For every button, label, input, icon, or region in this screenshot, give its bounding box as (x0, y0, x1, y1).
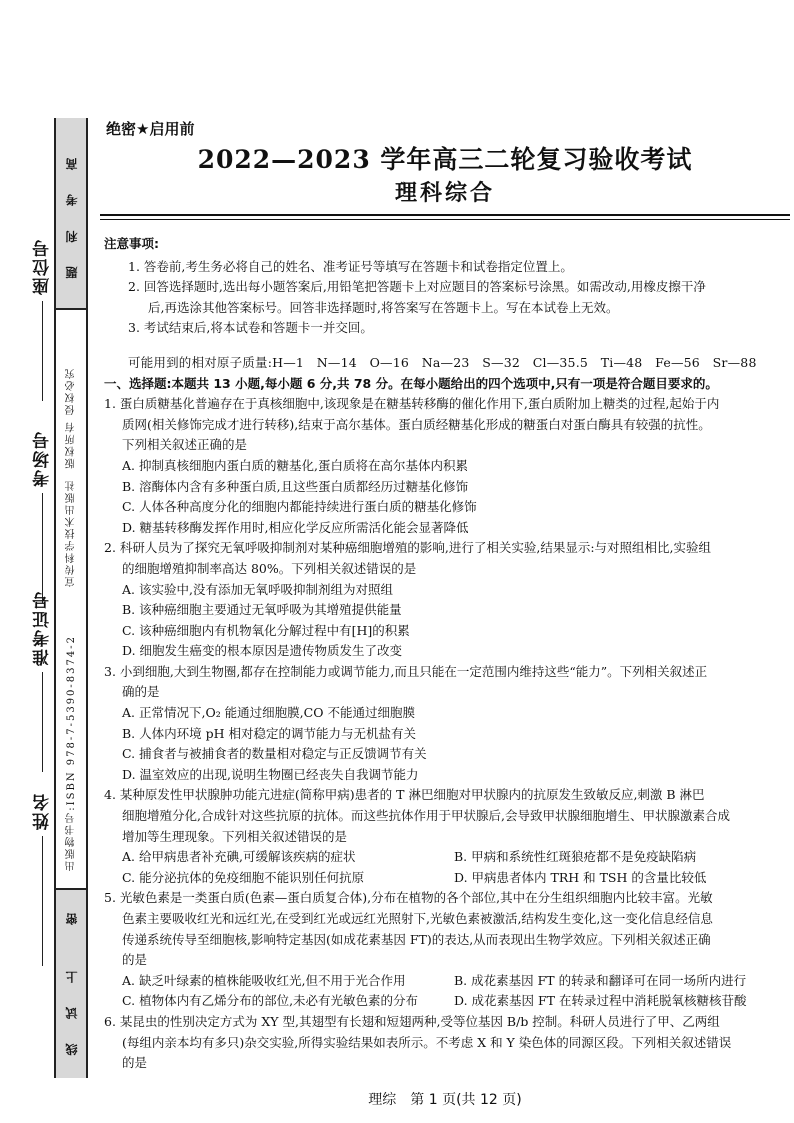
question-stem: 4. 某种原发性甲状腺肿功能亢进症(简称甲病)患者的 T 淋巴细胞对甲状腺内的抗原发生致敏反应,刺激 B 淋巴 (104, 787, 705, 803)
question-stem: 1. 蛋白质糖基化普遍存在于真核细胞中,该现象是在糖基转移酶的催化作用下,蛋白质附加上糖类的过程,起始于内 (104, 396, 720, 412)
option-a: A. 给甲病患者补充碘,可缓解该疾病的症状 (122, 849, 356, 865)
option-row (122, 991, 788, 1012)
strip-publisher-cell (56, 418, 86, 648)
question-stem: 细胞增殖分化,合成针对这些抗原的抗体。而这些抗体作用于甲状腺后,会导致甲状腺细胞增生、甲状腺激素合成 (122, 808, 730, 824)
question-stem: 3. 小到细胞,大到生物圈,都存在控制能力或调节能力,而且只能在一定范围内维持这些“能力”。下列相关叙述正 (104, 663, 708, 679)
question-stem: 传递系统传导至细胞核,影响特定基因(如成花素基因 FT)的表达,从而表现出生物学效应。下列相关叙述正确 (122, 931, 711, 947)
note-item-continued: 后,再选涂其他答案标号。回答非选择题时,将答案写在答题卡上。写在本试卷上无效。 (148, 299, 619, 315)
option-b: B. 成花素基因 FT 的转录和翻译可在同一场所内进行 (454, 972, 747, 988)
strip-isbn-cell (56, 635, 86, 871)
seat-number-field[interactable] (30, 238, 55, 401)
option-b: B. 人体内环境 pH 相对稳定的调节能力与无机盐有关 (122, 725, 416, 741)
option-b: B. 溶酶体内含有多种蛋白质,且这些蛋白质都经历过糖基化修饰 (122, 478, 469, 494)
note-item: 2. 回答选择题时,选出每小题答案后,用铅笔把答题卡上对应题目的答案标号涂黑。如需改动,用橡皮擦干净 (128, 279, 706, 295)
header-rule (100, 219, 790, 220)
atomic-masses: 可能用到的相对原子质量:H—1 N—14 O—16 Na—23 S—32 Cl—35.5 Ti—48 Fe—56 Sr—88 (128, 354, 757, 370)
question-4 (104, 785, 788, 888)
question-5 (104, 888, 788, 1012)
question-stem: 确的是 (122, 684, 160, 700)
question-stem: (每组内亲本均有多只)杂交实验,所得实验结果如表所示。不考虑 X 和 Y 染色体的同源区段。下列相关叙述错误 (122, 1034, 732, 1050)
section-heading: 一、选择题:本题共 13 小题,每小题 6 分,共 78 分。在每小题给出的四个选项中,只有一项是符合题目要求的。 (104, 375, 718, 391)
ticket-number-line (42, 672, 43, 772)
question-stem: 下列相关叙述正确的是 (122, 437, 248, 453)
option-d: D. 细胞发生癌变的根本原因是遗传物质发生了改变 (122, 643, 403, 659)
strip-bottom-text: 线 试 上 (64, 960, 79, 1056)
name-label: 姓名 (33, 792, 53, 830)
strip-side-note: 版权所有 侵权必究 (65, 367, 77, 469)
option-d: D. 温室效应的出现,说明生物圈已经丧失自我调节能力 (122, 766, 419, 782)
question-stem: 色素主要吸收红光和远红光,在受到红光或远红光照射下,光敏色素被激活,结构发生变化,这一变化信息经信息 (122, 911, 713, 926)
option-a: A. 正常情况下,O₂ 能通过细胞膜,CO 不能通过细胞膜 (122, 705, 415, 721)
option-c: C. 植物体内有乙烯分布的部位,未必有光敏色素的分布 (122, 993, 419, 1009)
question-6 (104, 1012, 788, 1074)
strip-publisher: 宣传科学技术出版社 (65, 479, 77, 587)
exam-subject: 理科综合 (394, 180, 495, 206)
exam-content (104, 232, 788, 1074)
option-c: C. 人体各种高度分化的细胞内都能持续进行蛋白质的糖基化修饰 (122, 499, 477, 515)
option-b: B. 甲病和系统性红斑狼疮都不是免疫缺陷病 (454, 849, 697, 865)
option-a: A. 缺乏叶绿素的植株能吸收红光,但不用于光合作用 (122, 972, 406, 988)
notes-title: 注意事项: (104, 236, 159, 251)
option-a: A. 该实验中,没有添加无氧呼吸抑制剂组为对照组 (122, 581, 393, 597)
strip-divider (54, 308, 88, 310)
strip-isbn: 出版物书号:ISBN 978-7-5390-8374-2 (65, 635, 77, 871)
strip-top-cell (56, 118, 86, 308)
seat-number-line (42, 301, 43, 401)
option-b: B. 该种癌细胞主要通过无氧呼吸为其增殖提供能量 (122, 602, 402, 618)
option-a: A. 抑制真核细胞内蛋白质的糖基化,蛋白质将在高尔基体内积累 (122, 457, 468, 473)
option-d: D. 成花素基因 FT 在转录过程中消耗脱氧核糖核苷酸 (454, 993, 747, 1009)
question-stem: 的是 (122, 952, 148, 968)
strip-bottom-cell (56, 938, 86, 1078)
exam-room-field[interactable] (30, 430, 55, 603)
note-item: 1. 答卷前,考生务必将自己的姓名、准考证号等填写在答题卡和试卷指定位置上。 (128, 258, 573, 274)
question-stem: 的是 (122, 1055, 148, 1071)
page-footer: 理综 第 1 页(共 12 页) (368, 1092, 522, 1108)
exam-room-line (42, 493, 43, 603)
question-stem: 2. 科研人员为了探究无氧呼吸抑制剂对某种癌细胞增殖的影响,进行了相关实验,结果显示:与对照组相比,实验组 (104, 540, 712, 556)
question-stem: 增加等生理现象。下列相关叙述错误的是 (122, 828, 348, 844)
ticket-number-label: 准考证号 (33, 590, 53, 666)
confidential-mark: 绝密★启用前 (106, 120, 195, 138)
option-c: C. 该种癌细胞内有机物氧化分解过程中有[H]的积累 (122, 622, 410, 638)
exam-room-label: 考场号 (33, 430, 53, 487)
header-rule (100, 214, 790, 216)
option-row (122, 847, 788, 868)
question-stem: 5. 光敏色素是一类蛋白质(色素—蛋白质复合体),分布在植物的各个部位,其中在分生组织细胞内比较丰富。光敏 (104, 890, 713, 906)
option-d: D. 糖基转移酶发挥作用时,相应化学反应所需活化能会显著降低 (122, 519, 469, 535)
question-2 (104, 538, 788, 662)
binding-strip (54, 118, 88, 1078)
option-d: D. 甲病患者体内 TRH 和 TSH 的含量比较低 (454, 869, 707, 885)
note-item: 3. 考试结束后,将本试卷和答题卡一并交回。 (128, 320, 373, 336)
option-row (122, 971, 788, 992)
exam-title: 2022—2023 学年高三二轮复习验收考试 (197, 145, 693, 174)
question-stem: 6. 某昆虫的性别决定方式为 XY 型,其翅型有长翅和短翅两种,受等位基因 B/b 控制。科研人员进行了甲、乙两组 (104, 1013, 720, 1029)
option-c: C. 能分泌抗体的免疫细胞不能识别任何抗原 (122, 869, 365, 885)
ticket-number-field[interactable] (30, 590, 55, 772)
question-stem: 的细胞增殖抑制率高达 80%。下列相关叙述错误的是 (122, 560, 417, 576)
seat-number-label: 座位号 (33, 238, 53, 295)
question-stem: 质网(相关修饰完成才进行转移),结束于高尔基体。蛋白质经糖基化形成的糖蛋白对蛋白酶具有较强的抗性。 (122, 416, 711, 432)
strip-mark: 密 (64, 903, 79, 925)
name-line (42, 836, 43, 966)
option-c: C. 捕食者与被捕食者的数量相对稳定与正反馈调节有关 (122, 746, 427, 762)
option-row (122, 868, 788, 889)
strip-top-text: 题 利 考 高 (64, 147, 79, 279)
question-1 (104, 394, 788, 538)
strip-mark-cell (56, 890, 86, 938)
name-field[interactable] (30, 792, 55, 966)
question-3 (104, 662, 788, 786)
